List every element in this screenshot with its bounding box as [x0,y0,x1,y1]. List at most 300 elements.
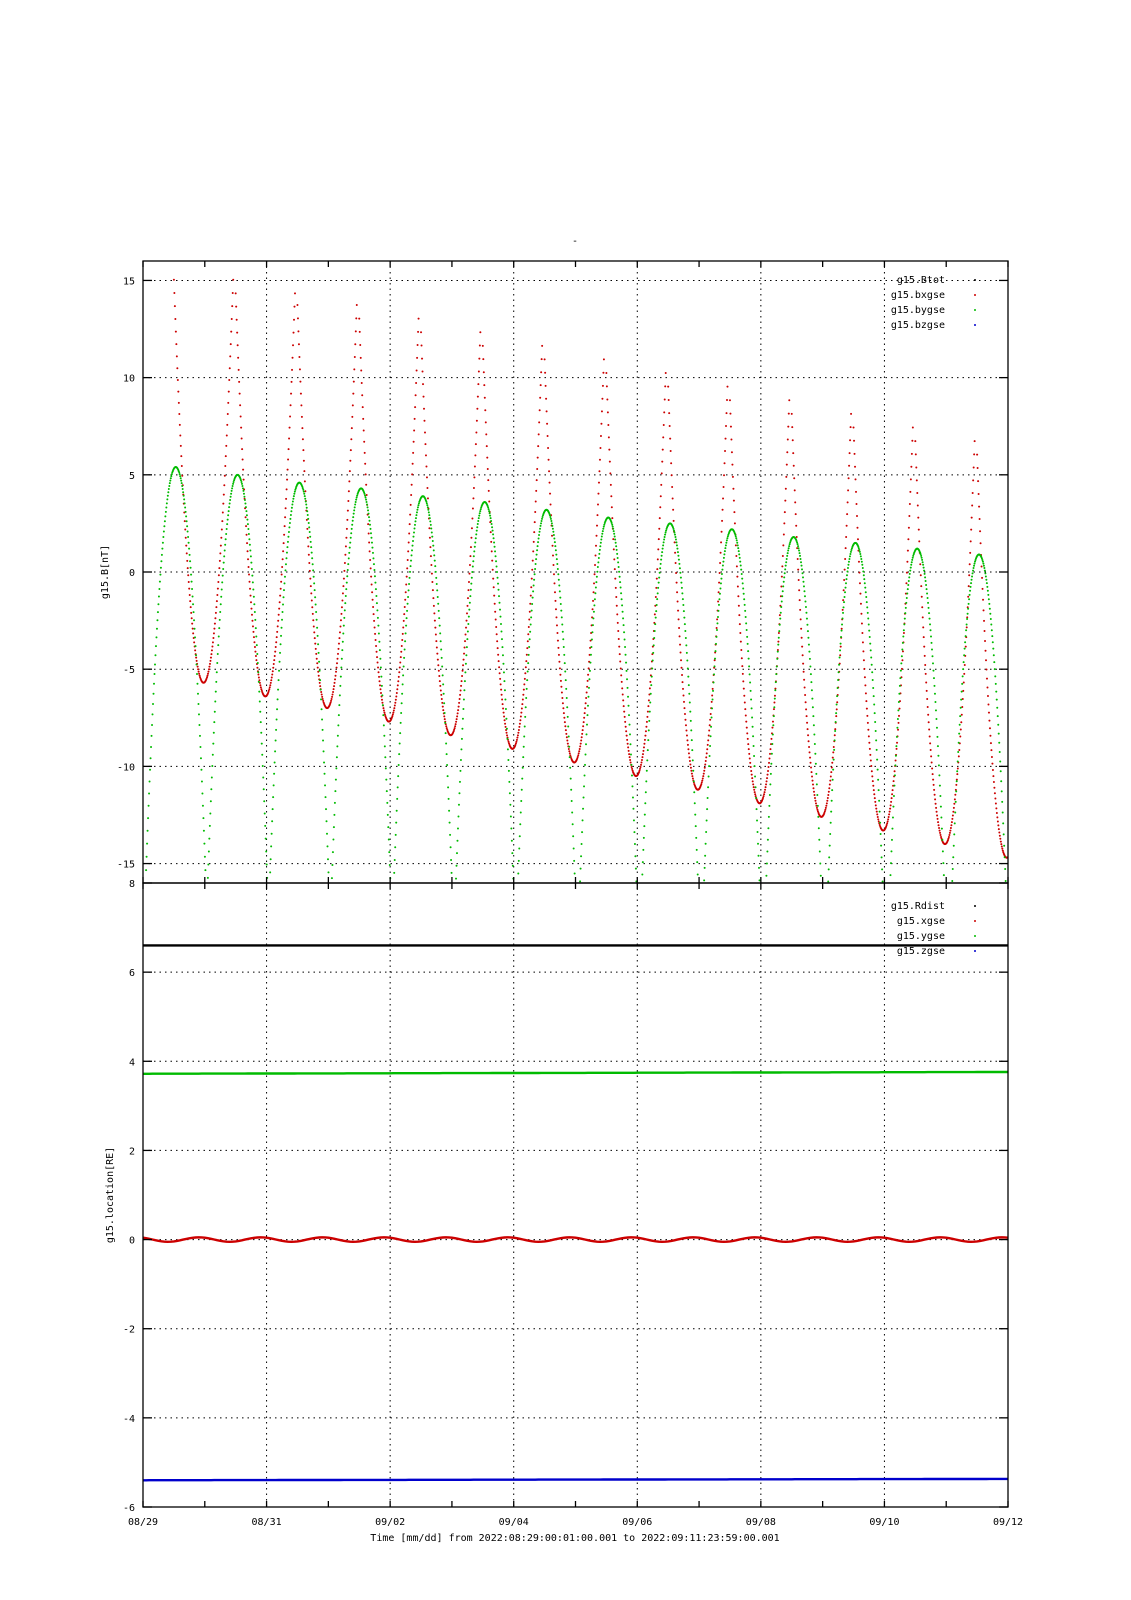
data-point [175,343,177,345]
data-point [179,475,181,477]
data-point [902,650,904,652]
data-point [925,584,927,586]
data-point [958,755,960,757]
data-point [687,668,689,670]
data-point [322,740,324,742]
data-point [413,429,415,431]
data-point [169,480,171,482]
data-point [261,754,263,756]
panel2-y-axis-label: g15.location[RE] [105,1146,116,1244]
data-point [758,867,760,869]
data-point [391,715,393,717]
data-point [929,618,931,620]
data-point [872,780,874,782]
data-point [218,574,220,576]
data-point [457,709,459,711]
data-point [251,620,253,622]
data-point [306,528,308,530]
data-point [429,546,431,548]
data-point [691,775,693,777]
data-point [148,805,150,807]
data-point [593,604,595,606]
data-point [399,732,401,734]
data-point [648,699,650,701]
data-point [590,646,592,648]
data-point [830,822,832,824]
data-point [281,627,283,629]
data-point [397,786,399,788]
data-point [596,535,598,537]
data-point [910,567,912,569]
data-point [878,800,880,802]
data-point [996,699,998,701]
data-point [460,748,462,750]
data-point [794,489,796,491]
data-point [734,534,736,536]
data-point [679,635,681,637]
data-point [528,654,530,656]
data-point [293,306,295,308]
data-point [736,565,738,567]
data-point [265,850,267,852]
data-point [599,447,601,449]
data-point [302,449,304,451]
data-point [659,517,661,519]
data-point [812,706,814,708]
data-point [888,813,890,815]
data-point [630,764,632,766]
data-point [688,693,690,695]
data-point [644,739,646,741]
data-point [829,780,831,782]
data-point [703,879,705,881]
data-point [170,475,172,477]
data-point [527,670,529,672]
data-point [703,770,705,772]
data-point [966,626,968,628]
data-point [410,494,412,496]
data-point [694,814,696,816]
data-point [187,574,189,576]
data-point [542,516,544,518]
data-point [992,641,994,643]
data-point [518,726,520,728]
data-point [355,499,357,501]
data-point [689,711,691,713]
data-point [372,557,374,559]
data-point [316,658,318,660]
data-point [902,635,904,637]
data-point [255,659,257,661]
data-point [230,331,232,333]
data-point [372,599,374,601]
data-point [210,657,212,659]
data-point [869,754,871,756]
data-point [525,666,527,668]
data-point [522,699,524,701]
data-point [870,760,872,762]
data-point [580,855,582,857]
data-point [338,704,340,706]
data-point [438,617,440,619]
data-point [423,396,425,398]
data-point [318,661,320,663]
data-point [248,533,250,535]
data-point [786,464,788,466]
data-point [680,582,682,584]
data-point [568,748,570,750]
data-point [200,769,202,771]
data-point [344,554,346,556]
data-point [202,805,204,807]
data-point [879,811,881,813]
legend-label: g15.zgse [896,946,945,957]
x-tick-label: 08/31 [251,1517,282,1528]
data-point [849,439,851,441]
data-point [739,557,741,559]
data-point [222,512,224,514]
data-point [184,529,186,531]
data-point [557,647,559,649]
data-point [430,564,432,566]
data-point [381,702,383,704]
data-point [646,770,648,772]
data-point [696,849,698,851]
data-point [621,598,623,600]
data-point [284,516,286,518]
data-point [176,367,178,369]
data-point [271,673,273,675]
data-point [738,614,740,616]
data-point [623,711,625,713]
data-point [615,542,617,544]
data-point [848,561,850,563]
data-point [859,582,861,584]
data-point [160,560,162,562]
data-point [952,814,954,816]
data-point [781,565,783,567]
data-point [774,695,776,697]
data-point [441,657,443,659]
data-point [456,840,458,842]
data-point [817,805,819,807]
data-point [499,609,501,611]
data-point [1004,868,1006,870]
data-point [208,838,210,840]
data-point [899,677,901,679]
data-point [483,384,485,386]
data-point [262,777,264,779]
data-point [965,629,967,631]
data-point [365,499,367,501]
data-point [337,658,339,660]
data-point [925,681,927,683]
data-point [486,445,488,447]
data-point [549,514,551,516]
data-point [260,688,262,690]
data-point [554,541,556,543]
data-point [447,775,449,777]
data-point [194,628,196,630]
data-point [259,701,261,703]
data-point [319,679,321,681]
data-point [663,541,665,543]
data-point [561,692,563,694]
data-point [378,671,380,673]
data-point [752,780,754,782]
data-point [378,641,380,643]
data-point [1001,848,1003,850]
data-point [933,685,935,687]
data-point [352,393,354,395]
data-point [657,592,659,594]
data-point [460,689,462,691]
data-point [878,789,880,791]
data-point [369,559,371,561]
data-point [248,566,250,568]
data-point [744,604,746,606]
data-point [705,760,707,762]
data-point [178,413,180,415]
data-point [341,606,343,608]
data-point [986,678,988,680]
data-point [838,664,840,666]
data-point [949,832,951,834]
data-point [362,406,364,408]
data-point [217,644,219,646]
data-point [932,773,934,775]
data-point [343,578,345,580]
data-point [342,592,344,594]
data-point [811,698,813,700]
data-point [249,549,251,551]
data-point [660,495,662,497]
data-point [439,680,441,682]
data-point [600,542,602,544]
data-point [369,524,371,526]
data-point [582,808,584,810]
data-point [795,525,797,527]
data-point [829,845,831,847]
data-point [995,691,997,693]
data-point [973,453,975,455]
data-point [596,525,598,527]
data-point [950,824,952,826]
panel2-data [143,945,1008,1480]
data-point [571,812,573,814]
data-point [624,721,626,723]
data-point [308,554,310,556]
data-point [532,597,534,599]
data-point [570,789,572,791]
data-point [620,592,622,594]
data-point [989,727,991,729]
data-point [403,665,405,667]
y-tick-label: 5 [128,470,135,482]
data-point [873,789,875,791]
data-point [369,520,371,522]
data-point [471,577,473,579]
data-point [496,571,498,573]
data-point [413,441,415,443]
data-point [874,801,876,803]
data-point [585,753,587,755]
data-point [778,632,780,634]
data-point [373,569,375,571]
data-point [996,816,998,818]
data-point [938,764,940,766]
data-point [312,613,314,615]
data-point [484,397,486,399]
data-point [343,625,345,627]
data-point [940,834,942,836]
data-point [346,519,348,521]
data-point [726,539,728,541]
data-point [939,795,941,797]
data-point [351,524,353,526]
data-point [877,816,879,818]
data-point [614,535,616,537]
data-point [430,528,432,530]
data-point [526,654,528,656]
data-point [568,750,570,752]
data-point [224,549,226,551]
data-point [276,718,278,720]
data-point [808,740,810,742]
data-point [440,648,442,650]
data-point [558,654,560,656]
data-point [457,828,459,830]
data-point [782,585,784,587]
data-point [868,630,870,632]
data-point [677,555,679,557]
data-point [750,690,752,692]
data-point [390,890,392,892]
data-point [708,735,710,737]
data-point [950,917,952,919]
data-point [643,837,645,839]
data-point [379,658,381,660]
data-point [254,646,256,648]
data-point [522,694,524,696]
data-point [552,531,554,533]
data-point [690,767,692,769]
data-point [999,751,1001,753]
data-point [607,411,609,413]
data-point [805,708,807,710]
data-point [928,721,930,723]
data-point [351,528,353,530]
data-point [478,517,480,519]
data-point [254,651,256,653]
data-point [523,689,525,691]
data-point [922,616,924,618]
data-point [873,793,875,795]
data-point [316,627,318,629]
data-point [186,552,188,554]
y-tick-label: 15 [122,276,135,288]
data-point [740,649,742,651]
data-point [263,788,265,790]
data-point [376,651,378,653]
data-point [160,567,162,569]
data-point [466,620,468,622]
data-point [618,571,620,573]
data-point [841,623,843,625]
data-point [827,893,829,895]
data-point [517,734,519,736]
data-point [640,762,642,764]
data-point [787,439,789,441]
data-point [310,546,312,548]
data-point [987,594,989,596]
data-point [745,616,747,618]
data-point [179,434,181,436]
data-point [997,824,999,826]
data-point [651,668,653,670]
data-point [675,572,677,574]
data-point [610,484,612,486]
data-point [758,855,760,857]
data-point [421,358,423,360]
data-point [571,800,573,802]
data-point [683,610,685,612]
data-point [658,577,660,579]
data-point [584,712,586,714]
data-point [416,509,418,511]
data-point [910,466,912,468]
data-point [347,569,349,571]
data-point [438,670,440,672]
data-point [709,745,711,747]
data-point [868,742,870,744]
data-point [500,683,502,685]
data-point [890,850,892,852]
data-point [909,573,911,575]
data-point [400,722,402,724]
data-point [479,331,481,333]
data-point [723,557,725,559]
data-point [477,396,479,398]
data-point [413,528,415,530]
data-point [904,618,906,620]
data-point [182,491,184,493]
data-point [499,602,501,604]
data-point [835,715,837,717]
data-point [645,780,647,782]
panel2-ticks [123,879,1008,1514]
data-point [272,796,274,798]
data-point [758,879,760,881]
data-point [600,539,602,541]
data-point [966,623,968,625]
data-point [206,676,208,678]
data-point [594,573,596,575]
data-point [223,484,225,486]
data-point [339,685,341,687]
data-point [717,610,719,612]
data-point [510,828,512,830]
data-point [746,732,748,734]
data-point [349,547,351,549]
data-point [766,777,768,779]
data-point [207,673,209,675]
data-point [714,658,716,660]
data-point [163,531,165,533]
data-point [907,588,909,590]
data-point [149,781,151,783]
data-point [520,812,522,814]
